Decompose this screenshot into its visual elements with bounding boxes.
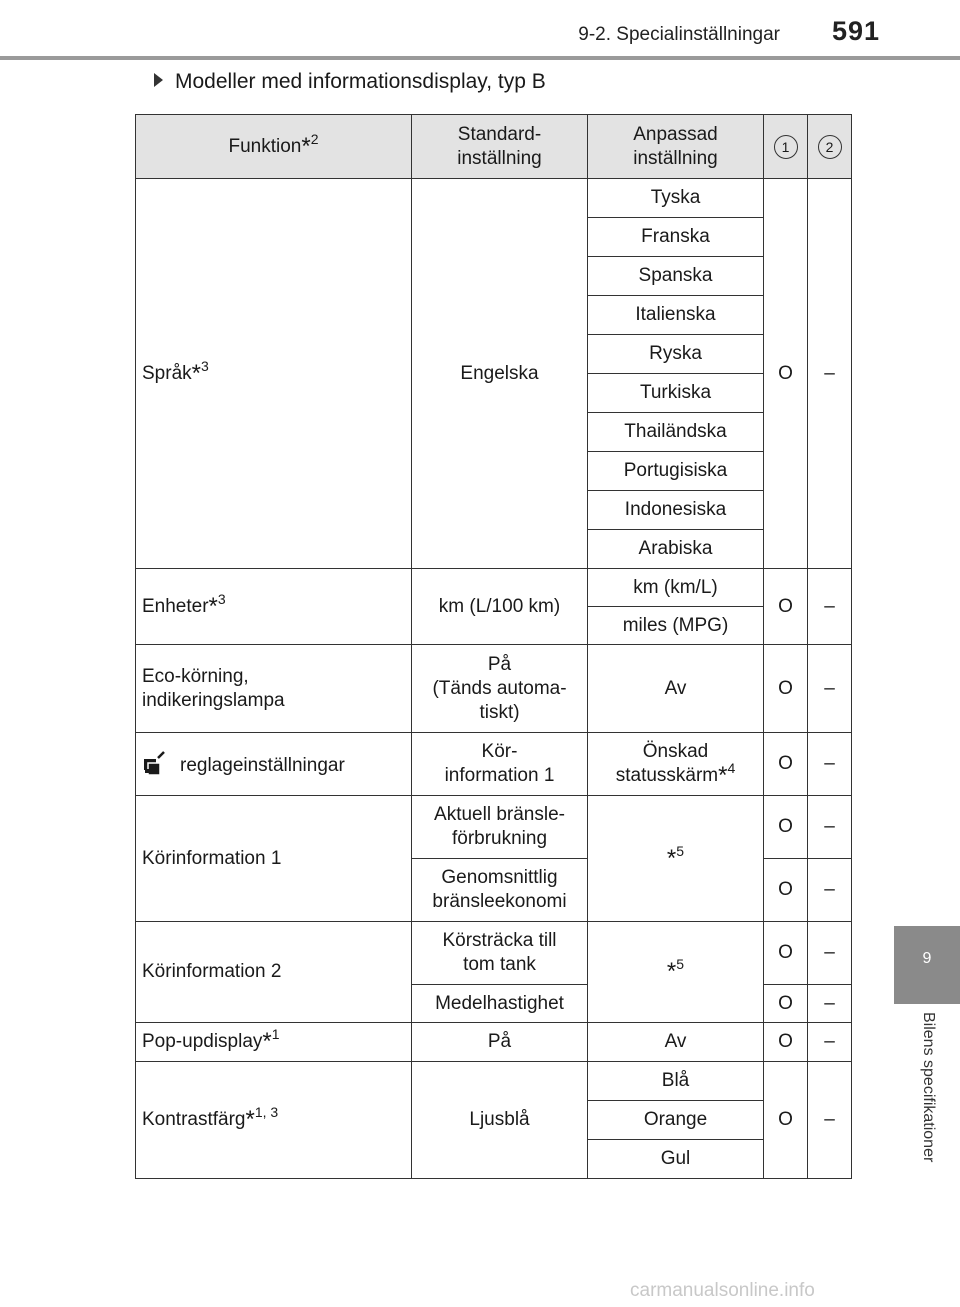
language-option: Arabiska — [588, 530, 764, 569]
units-option: miles (MPG) — [588, 607, 764, 645]
language-default: Engelska — [412, 179, 588, 569]
language-option: Franska — [588, 218, 764, 257]
controls-col2: – — [808, 733, 852, 796]
circled-1-icon: 1 — [774, 135, 798, 159]
controls-default: Kör- information 1 — [412, 733, 588, 796]
units-col2: – — [808, 569, 852, 645]
popup-col1: O — [764, 1023, 808, 1062]
drive-info-1-item: Genomsnittlig bränsleekonomi — [412, 859, 588, 922]
drive-info-2-col1: O — [764, 985, 808, 1023]
table-row — [136, 796, 852, 859]
table-row — [136, 1023, 852, 1062]
contrast-col2: – — [808, 1062, 852, 1179]
language-option: Italienska — [588, 296, 764, 335]
header-col1 — [764, 115, 808, 179]
drive-info-2-item: Medelhastighet — [412, 985, 588, 1023]
section-heading-text: Modeller med informationsdisplay, typ B — [175, 70, 546, 93]
drive-info-2-col1: O — [764, 922, 808, 985]
chapter-title: Bilens specifikationer — [920, 1012, 937, 1163]
contrast-col1: O — [764, 1062, 808, 1179]
table-row — [136, 645, 852, 733]
chapter-number: 9 — [922, 950, 932, 967]
controls-col1: O — [764, 733, 808, 796]
drive-info-2-function: Körinformation 2 — [136, 922, 412, 1023]
header-divider — [0, 56, 960, 60]
units-option: km (km/L) — [588, 569, 764, 607]
contrast-option: Blå — [588, 1062, 764, 1101]
drive-info-1-custom: *$^5$ — [588, 796, 764, 922]
table-row — [136, 1062, 852, 1101]
chapter-tab — [894, 926, 960, 1004]
drive-info-1-col2: – — [808, 796, 852, 859]
contrast-option: Gul — [588, 1140, 764, 1179]
header-function: Funktion*$^2$ — [136, 115, 412, 179]
language-option: Spanska — [588, 257, 764, 296]
language-option: Tyska — [588, 179, 764, 218]
drive-info-2-item: Körsträcka till tom tank — [412, 922, 588, 985]
controls-custom: Önskad statusskärm*$^4$ — [588, 733, 764, 796]
drive-info-1-col2: – — [808, 859, 852, 922]
units-default: km (L/100 km) — [412, 569, 588, 645]
settings-table — [135, 114, 852, 1179]
eco-custom: Av — [588, 645, 764, 733]
units-function: Enheter*$^3$ — [136, 569, 412, 645]
table-row — [136, 569, 852, 607]
table-row — [136, 179, 852, 218]
header-col2 — [808, 115, 852, 179]
contrast-option: Orange — [588, 1101, 764, 1140]
table-row — [136, 733, 852, 796]
watermark: carmanualsonline.info — [630, 1280, 815, 1301]
drive-info-2-col2: – — [808, 985, 852, 1023]
circled-2-icon: 2 — [818, 135, 842, 159]
drive-info-2-col2: – — [808, 922, 852, 985]
table-header-row — [136, 115, 852, 179]
triangle-bullet-icon — [154, 73, 163, 87]
contrast-function: Kontrastfärg*$^{1, 3}$ — [136, 1062, 412, 1179]
eco-default: På (Tänds automa- tiskt) — [412, 645, 588, 733]
language-col1: O — [764, 179, 808, 569]
language-function: Språk*$^3$ — [136, 179, 412, 569]
popup-function: Pop-updisplay*$^1$ — [136, 1023, 412, 1062]
language-option: Indonesiska — [588, 491, 764, 530]
table-row — [136, 922, 852, 985]
header-custom: Anpassad inställning — [588, 115, 764, 179]
eco-col1: O — [764, 645, 808, 733]
language-option: Ryska — [588, 335, 764, 374]
language-option: Thailändska — [588, 413, 764, 452]
drive-info-2-custom: *$^5$ — [588, 922, 764, 1023]
steering-switch-icon — [142, 751, 166, 777]
section-title: 9-2. Specialinställningar — [578, 24, 780, 45]
popup-col2: – — [808, 1023, 852, 1062]
eco-col2: – — [808, 645, 852, 733]
popup-custom: Av — [588, 1023, 764, 1062]
units-col1: O — [764, 569, 808, 645]
drive-info-1-item: Aktuell bränsle- förbrukning — [412, 796, 588, 859]
drive-info-1-function: Körinformation 1 — [136, 796, 412, 922]
eco-function: Eco-körning, indikeringslampa — [136, 645, 412, 733]
language-option: Turkiska — [588, 374, 764, 413]
contrast-default: Ljusblå — [412, 1062, 588, 1179]
language-col2: – — [808, 179, 852, 569]
header-default: Standard- inställning — [412, 115, 588, 179]
section-heading — [154, 70, 546, 94]
popup-default: På — [412, 1023, 588, 1062]
language-option: Portugisiska — [588, 452, 764, 491]
controls-function: reglageinställningar — [136, 733, 412, 796]
drive-info-1-col1: O — [764, 859, 808, 922]
page-number: 591 — [831, 16, 880, 46]
drive-info-1-col1: O — [764, 796, 808, 859]
